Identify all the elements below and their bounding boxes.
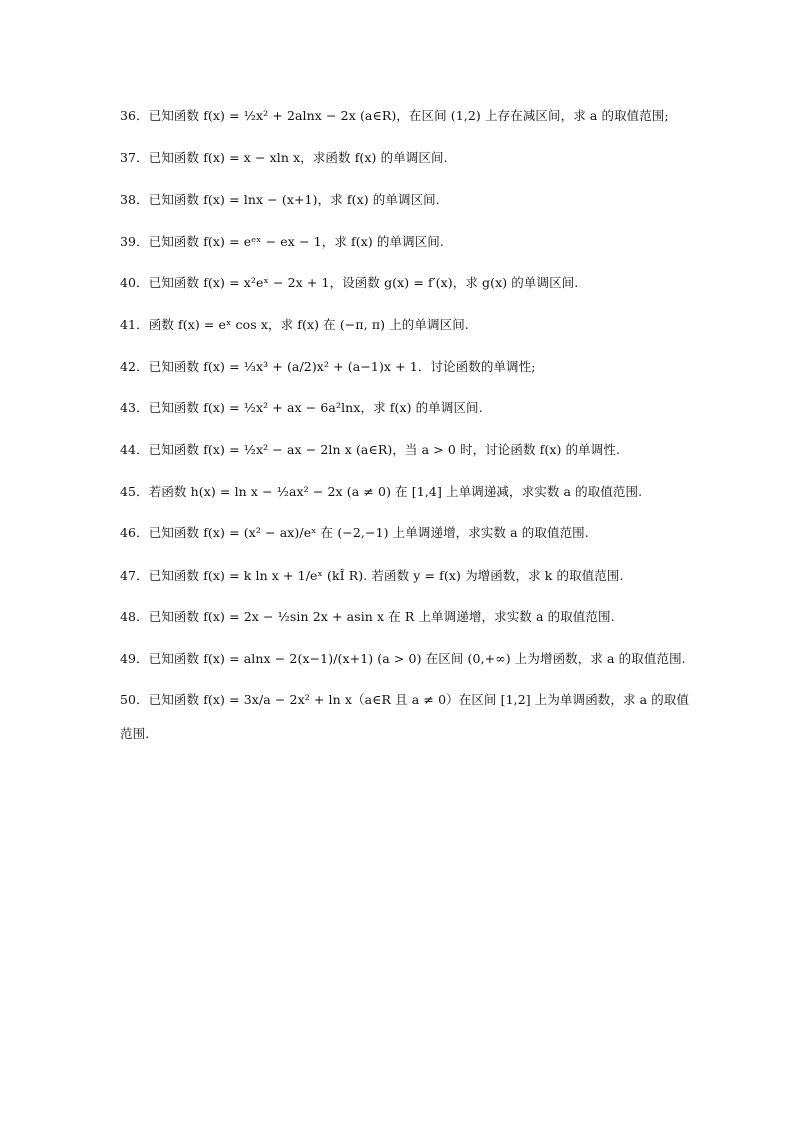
problem-text: 函数 f(x) = eˣ cos x，求 f(x) 在 (−π, π) 上的单调区间. — [148, 317, 469, 332]
problem-48 — [120, 607, 690, 627]
problem-number: 43． — [120, 400, 149, 415]
problem-text: 已知函数 f(x) = ½x² − ax − 2ln x (a∈R)，当 a > 0 时，讨论函数 f(x) 的单调性. — [148, 442, 621, 457]
problem-text: 已知函数 f(x) = x − xln x，求函数 f(x) 的单调区间. — [148, 150, 448, 165]
problem-number: 47． — [120, 568, 149, 583]
problem-text: 已知函数 f(x) = ⅓x³ + (a/2)x² + (a−1)x + 1．讨论函数的单调性; — [148, 359, 536, 374]
problem-46 — [120, 523, 690, 543]
problem-number: 49． — [120, 651, 149, 666]
problem-number: 50． — [120, 692, 149, 707]
problem-number: 39． — [120, 234, 149, 249]
problem-number: 48． — [120, 609, 149, 624]
problem-text: 已知函数 f(x) = eᵉˣ − ex − 1，求 f(x) 的单调区间. — [148, 234, 444, 249]
problem-text: 已知函数 f(x) = k ln x + 1/eˣ (kÎ R). 若函数 y = f(x) 为增函数，求 k 的取值范围. — [148, 568, 624, 583]
problem-text: 已知函数 f(x) = 2x − ½sin 2x + asin x 在 R 上单调递增，求实数 a 的取值范围. — [148, 609, 615, 624]
problem-text: 已知函数 f(x) = lnx − (x+1)，求 f(x) 的单调区间. — [148, 192, 440, 207]
problem-text: 已知函数 f(x) = x²eˣ − 2x + 1，设函数 g(x) = f′(x)，求 g(x) 的单调区间. — [148, 275, 579, 290]
problem-41 — [120, 315, 690, 335]
problem-43 — [120, 398, 690, 418]
problem-text: 已知函数 f(x) = alnx − 2(x−1)/(x+1) (a > 0) 在区间 (0,+∞) 上为增函数，求 a 的取值范围. — [148, 651, 686, 666]
problem-39 — [120, 232, 690, 252]
problem-number: 36． — [120, 108, 149, 123]
problem-number: 46． — [120, 525, 149, 540]
problem-text: 已知函数 f(x) = ½x² + 2alnx − 2x (a∈R)，在区间 (1,2) 上存在减区间，求 a 的取值范围; — [148, 108, 669, 123]
problem-number: 41． — [120, 317, 149, 332]
problem-text: 已知函数 f(x) = ½x² + ax − 6a²lnx，求 f(x) 的单调区间. — [148, 400, 483, 415]
problem-number: 44． — [120, 442, 149, 457]
problem-42 — [120, 357, 690, 377]
problem-text: 若函数 h(x) = ln x − ½ax² − 2x (a ≠ 0) 在 [1,4] 上单调递减，求实数 a 的取值范围. — [148, 484, 643, 499]
problem-continuation: 范围. — [120, 726, 150, 741]
problem-number: 45． — [120, 484, 149, 499]
problem-text: 已知函数 f(x) = 3x/a − 2x² + ln x（a∈R 且 a ≠ 0）在区间 [1,2] 上为单调函数，求 a 的取值 — [148, 692, 690, 707]
problem-49 — [120, 649, 690, 669]
problem-36 — [120, 106, 690, 126]
problem-number: 38． — [120, 192, 149, 207]
problem-number: 42． — [120, 359, 149, 374]
problem-37 — [120, 148, 690, 168]
problem-text: 已知函数 f(x) = (x² − ax)/eˣ 在 (−2,−1) 上单调递增，求实数 a 的取值范围. — [148, 525, 589, 540]
problem-number: 40． — [120, 275, 149, 290]
problem-38 — [120, 190, 690, 210]
problem-40 — [120, 273, 690, 293]
problem-44 — [120, 440, 690, 460]
problem-50 — [120, 690, 690, 744]
problem-47 — [120, 566, 690, 586]
problem-45 — [120, 482, 690, 502]
problem-number: 37． — [120, 150, 149, 165]
